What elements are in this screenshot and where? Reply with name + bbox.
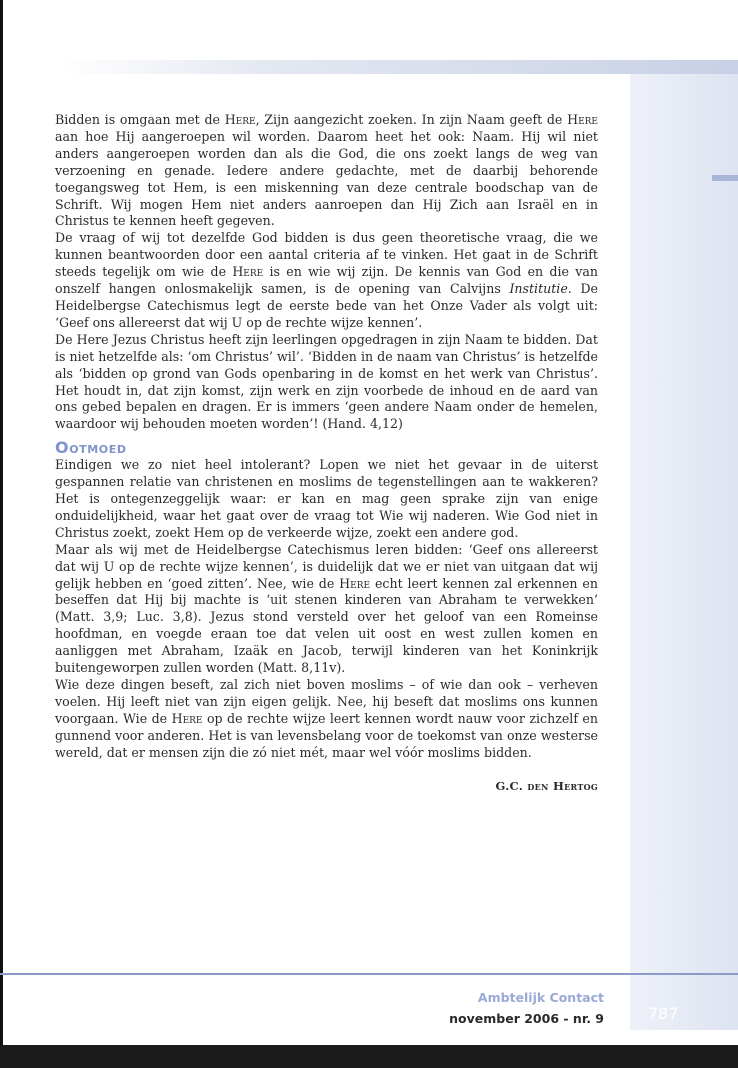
- issue-info: november 2006 - nr. 9: [449, 1011, 604, 1026]
- side-color-column: [630, 74, 738, 1030]
- paragraph-2: De vraag of wij tot dezelfde God bidden is dus geen theoretische vraag, die we kunnen beantwoorden door een aantal criteria af te vinken. Het gaat in de Schrift steeds tegelijk om wie de Here is en wie wij zijn. De kennis van God en die van onszelf hangen onlosmakelijk samen, is de opening van Calvijns Institutie. De Heidelbergse Catechismus legt de eerste bede van het Onze Vader als volgt uit: ‘Geef ons allereerst dat wij U op de rechte wijze kennen’.: [55, 230, 598, 330]
- footer-rule: [0, 973, 738, 975]
- article-body: [55, 112, 598, 794]
- magazine-title: Ambtelijk Contact: [477, 990, 604, 1005]
- paragraph-5: Maar als wij met de Heidelbergse Catechismus leren bidden: ‘Geef ons allereerst dat wij U op de rechte wijze kennen’, is duidelijk dat we er niet van uitgaan dat wij gelijk hebben en ‘goed zitten’. Nee, wie de Here echt leert kennen zal erkennen en beseffen dat Hij bij machte is ‘uit stenen kinderen van Abraham te verwekken’ (Matt. 3,9; Luc. 3,8). Jezus stond versteld over het geloof van een Romeinse hoofdman, en voegde eraan toe dat velen uit oost en west zullen komen en aanliggen met Abraham, Izaäk en Jacob, terwijl kinderen van het Koninkrijk buitengeworpen zullen worden (Matt. 8,11v).: [55, 541, 598, 676]
- paragraph-6: Wie deze dingen beseft, zal zich niet boven moslims – of wie dan ook – verheven voelen. Hij leeft niet van zijn eigen gelijk. Nee, hij beseft dat moslims ons kunnen voorgaan. Wie de Here op de rechte wijze leert kennen wordt nauw voor zichzelf en gunnend voor anderen. Het is van levensbelang voor de toekomst van onze westerse wereld, dat er mensen zijn die zó niet mét, maar wel vóór moslims bidden.: [55, 677, 598, 760]
- bottom-border: [0, 1045, 738, 1068]
- paragraph-3: De Here Jezus Christus heeft zijn leerlingen opgedragen in zijn Naam te bidden. Dat is niet hetzelfde als: ‘om Christus’ wil’. ‘Bidden in de naam van Christus’ is hetzelfde als ‘bidden op grond van Gods openbaring in de komst en het werk van Christus’. Het houdt in, dat zijn komst, zijn werk en zijn voorbede de inhoud en de aard van ons gebed bepalen en dragen. Er is immers ‘geen andere Naam onder de hemelen, waardoor wij behouden moeten worden’! (Hand. 4,12): [55, 331, 598, 432]
- page-left-edge: [0, 0, 3, 1068]
- side-marker: [712, 175, 738, 181]
- author-signature: G.C. den Hertog: [495, 778, 598, 793]
- page-number: 787: [648, 1004, 679, 1023]
- paragraph-1: Bidden is omgaan met de Here, Zijn aangezicht zoeken. In zijn Naam geeft de Here aan hoe Hij aangeroepen wil worden. Daarom heet het ook: Naam. Hij wil niet anders aangeroepen worden dan als die God, die ons zoekt langs de weg van verzoening en genade. Iedere andere gedachte, met de daarbij behorende toegangsweg tot Hem, is een miskenning van deze centrale boodschap van de Schrift. Wij mogen Hem niet anders aanroepen dan Hij Zich aan Israël en in Christus te kennen heeft gegeven.: [55, 112, 598, 229]
- section-heading: Ootmoed: [55, 438, 127, 458]
- paragraph-4: Eindigen we zo niet heel intolerant? Lopen we niet het gevaar in de uiterst gespannen relatie van christenen en moslims de tegenstellingen aan te wakkeren? Het is ontegenzeggelijk waar: er kan en mag geen sprake zijn van enige onduidelijkheid, waar het gaat over de vraag tot Wie wij naderen. Wie God niet in Christus zoekt, zoekt Hem op de verkeerde wijze, zoekt een andere god.: [55, 457, 598, 540]
- header-gradient-band: [60, 60, 738, 74]
